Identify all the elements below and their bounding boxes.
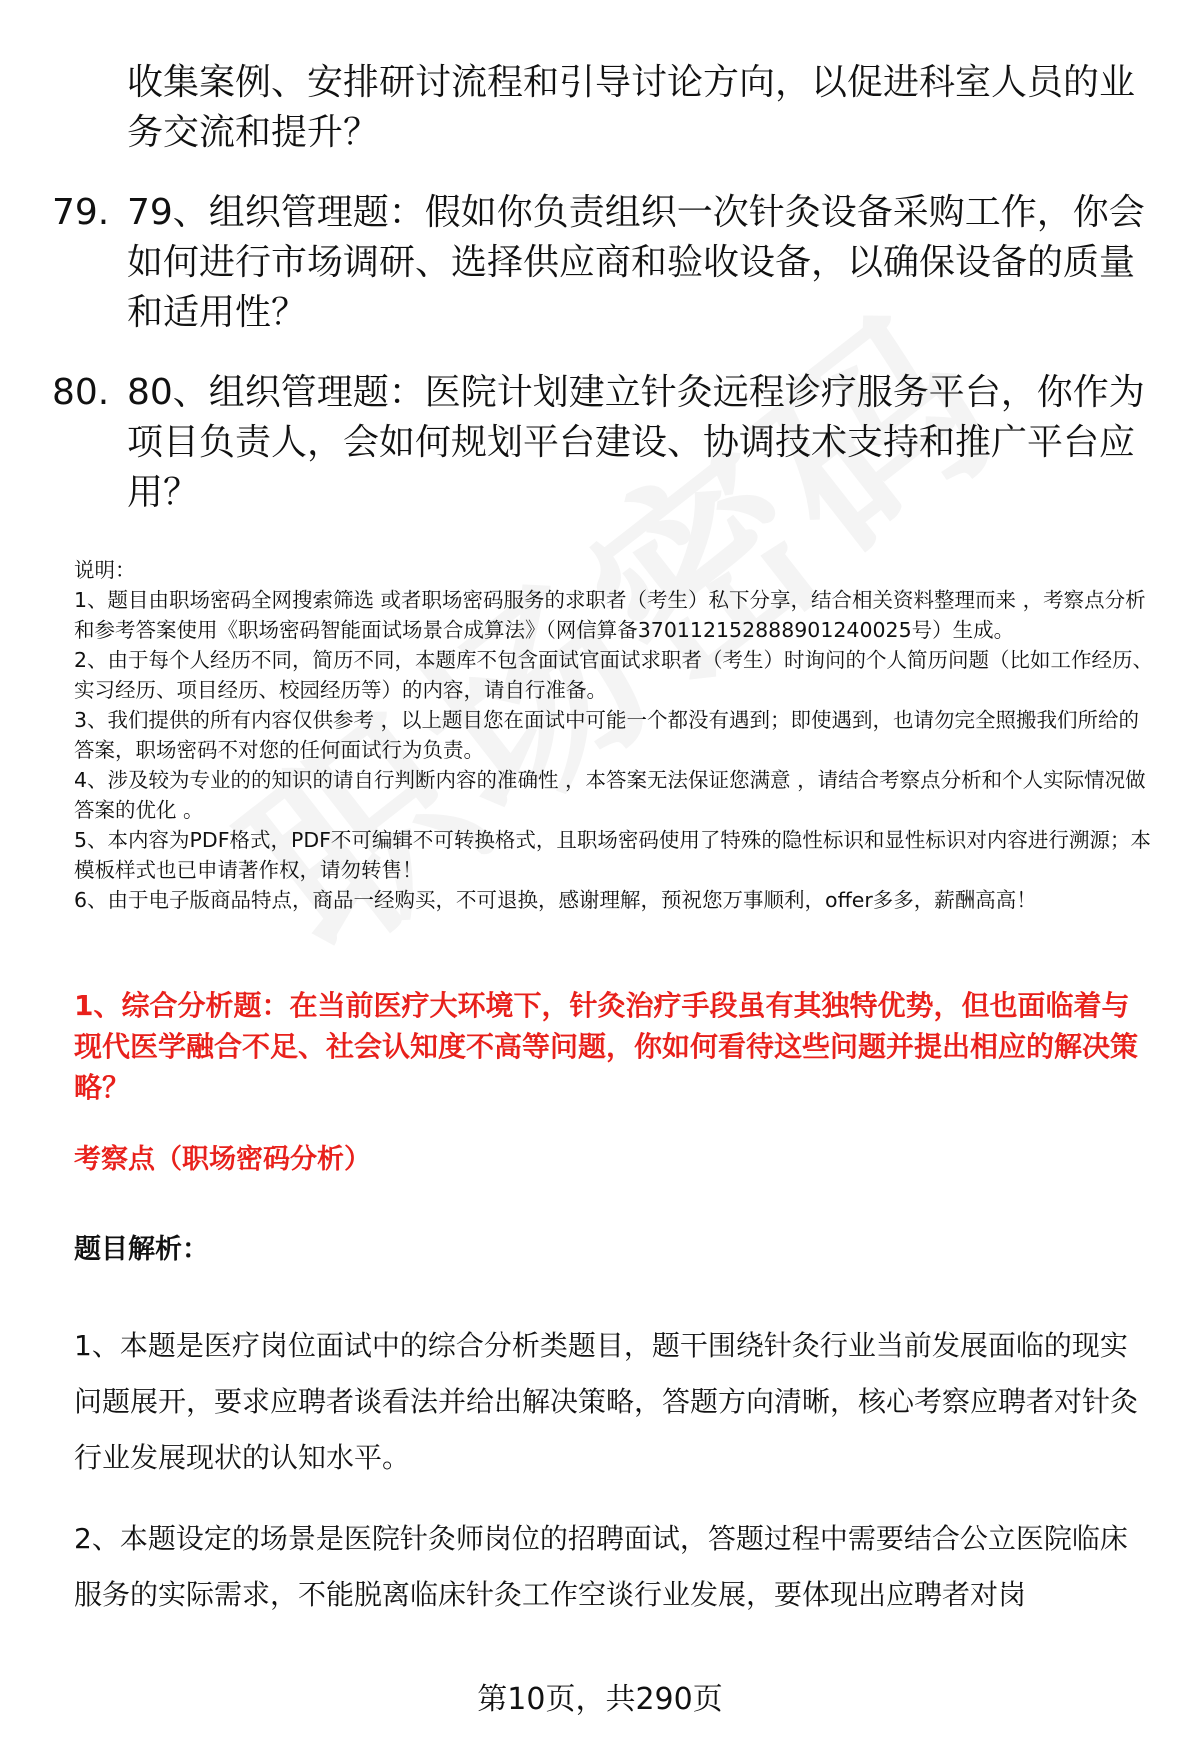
question-text: 80、组织管理题：医院计划建立针灸远程诊疗服务平台，你作为项目负责人，会如何规划平台建设、协调技术支持和推广平台应用？ — [127, 372, 1145, 513]
analysis-heading: 题目解析： — [74, 1234, 209, 1265]
note-item: 2、由于每个人经历不同，简历不同，本题库不包含面试官面试求职者（考生）时询问的个人简历问题（比如工作经历、实习经历、项目经历、校园经历等）的内容，请自行准备。 — [74, 648, 1154, 702]
notes-section — [74, 555, 1154, 915]
note-item: 6、由于电子版商品特点，商品一经购买，不可退换，感谢理解，预祝您万事顺利，offer多多，薪酬高高！ — [74, 888, 1037, 912]
question-list — [52, 58, 1152, 518]
note-item: 3、我们提供的所有内容仅供参考 ，以上题目您在面试中可能一个都没有遇到；即使遇到，也请勿完全照搬我们所给的答案，职场密码不对您的任何面试行为负责。 — [74, 708, 1140, 762]
analysis-paragraph: 1、本题是医疗岗位面试中的综合分析类题目，题干围绕针灸行业当前发展面临的现实问题展开，要求应聘者谈看法并给出解决策略，答题方向清晰，核心考察应聘者对针灸行业发展现状的认知水平。 — [74, 1329, 1139, 1474]
examination-point-heading: 考察点（职场密码分析） — [74, 1144, 371, 1175]
note-item: 1、题目由职场密码全网搜索筛选 或者职场密码服务的求职者（考生）私下分享，结合相关资料整理而来 ，考察点分析和参考答案使用《职场密码智能面试场景合成算法》（网信算备370112152888901240025号）生成。 — [74, 588, 1146, 642]
question-text: 79、组织管理题：假如你负责组织一次针灸设备采购工作，你会如何进行市场调研、选择供应商和验收设备，以确保设备的质量和适用性？ — [127, 192, 1145, 333]
note-item: 5、本内容为PDF格式，PDF不可编辑不可转换格式，且职场密码使用了特殊的隐性标识和显性标识对内容进行溯源；本模板样式也已申请著作权，请勿转售！ — [74, 828, 1151, 882]
note-item: 4、涉及较为专业的的知识的请自行判断内容的准确性 ，本答案无法保证您满意 ，请结合考察点分析和个人实际情况做答案的优化 。 — [74, 768, 1146, 822]
question-item-80 — [52, 368, 1152, 518]
notes-title: 说明： — [74, 558, 136, 582]
page-footer: 第10页，共290页 — [477, 1682, 723, 1717]
question-78-continuation: 收集案例、安排研讨流程和引导讨论方向，以促进科室人员的业务交流和提升？ — [127, 62, 1136, 153]
question-1-title: 1、综合分析题：在当前医疗大环境下，针灸治疗手段虽有其独特优势，但也面临着与现代医学融合不足、社会认知度不高等问题，你如何看待这些问题并提出相应的解决策略？ — [74, 989, 1139, 1104]
question-number: 79. — [52, 192, 110, 233]
question-item-79 — [52, 188, 1152, 338]
question-number: 80. — [52, 372, 110, 413]
analysis-paragraph: 2、本题设定的场景是医院针灸师岗位的招聘面试，答题过程中需要结合公立医院临床服务的实际需求，不能脱离临床针灸工作空谈行业发展，要体现出应聘者对岗 — [74, 1522, 1128, 1611]
analysis-body — [74, 1318, 1154, 1648]
